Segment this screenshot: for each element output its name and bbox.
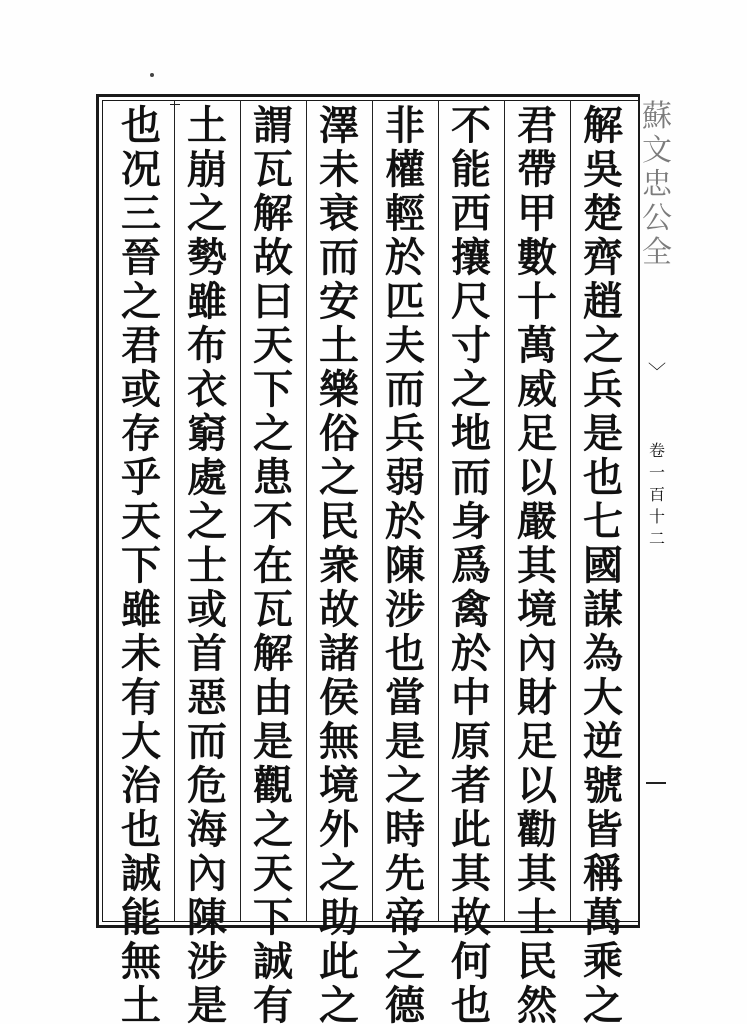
column-rule	[240, 100, 241, 922]
character: 之	[583, 982, 623, 1029]
character: 先	[385, 850, 425, 897]
character: 故	[319, 586, 359, 633]
column-rule	[306, 100, 307, 922]
character: 在	[253, 542, 293, 589]
character: 寸	[451, 322, 491, 369]
character: 或	[187, 586, 227, 633]
character: 土	[121, 982, 161, 1029]
character: 窮	[187, 410, 227, 457]
character: 澤	[319, 102, 359, 149]
character: 民	[319, 498, 359, 545]
character: 之	[319, 454, 359, 501]
character: 內	[517, 630, 557, 677]
character: 陳	[385, 542, 425, 589]
spine-title-character: 蘇	[642, 99, 672, 134]
spine-volume-label	[644, 440, 670, 550]
character: 崩	[187, 146, 227, 193]
character: 逆	[583, 718, 623, 765]
character: 故	[451, 894, 491, 941]
character: 然	[517, 982, 557, 1029]
character: 布	[187, 322, 227, 369]
character: 觀	[253, 762, 293, 809]
character: 時	[385, 806, 425, 853]
character: 輕	[385, 190, 425, 237]
character: 何	[451, 938, 491, 985]
character: 俗	[319, 410, 359, 457]
character: 弱	[385, 454, 425, 501]
character: 故	[253, 234, 293, 281]
character: 足	[517, 718, 557, 765]
character: 有	[121, 674, 161, 721]
character: 能	[121, 894, 161, 941]
column-rule	[570, 100, 571, 922]
character: 其	[451, 850, 491, 897]
character: 以	[517, 454, 557, 501]
character: 衆	[319, 542, 359, 589]
character: 勢	[187, 234, 227, 281]
character: 外	[319, 806, 359, 853]
character: 雖	[121, 586, 161, 633]
character: 德	[385, 982, 425, 1029]
character: 於	[385, 498, 425, 545]
character: 君	[121, 322, 161, 369]
text-column-7	[177, 102, 237, 1029]
spine-title-character: 全	[642, 235, 672, 270]
character: 由	[253, 674, 293, 721]
character: 未	[121, 630, 161, 677]
character: 士	[187, 542, 227, 589]
character: 萬	[517, 322, 557, 369]
character: 之	[385, 762, 425, 809]
character: 帶	[517, 146, 557, 193]
character: 涉	[385, 586, 425, 633]
character: 能	[451, 146, 491, 193]
character: 雖	[187, 278, 227, 325]
character: 之	[451, 366, 491, 413]
character: 衣	[187, 366, 227, 413]
character: 患	[253, 454, 293, 501]
character: 無	[121, 938, 161, 985]
character: 不	[253, 498, 293, 545]
character: 土	[187, 102, 227, 149]
character: 之	[319, 850, 359, 897]
character: 天	[121, 498, 161, 545]
character: 侯	[319, 674, 359, 721]
character: 而	[385, 366, 425, 413]
character: 陳	[187, 894, 227, 941]
character: 而	[187, 718, 227, 765]
character: 解	[253, 190, 293, 237]
character: 之	[253, 806, 293, 853]
text-column-2	[507, 102, 567, 1029]
character: 瓦	[253, 146, 293, 193]
character: 之	[187, 498, 227, 545]
character: 樂	[319, 366, 359, 413]
character: 之	[583, 322, 623, 369]
character: 原	[451, 718, 491, 765]
character: 存	[121, 410, 161, 457]
character: 之	[121, 278, 161, 325]
character: 權	[385, 146, 425, 193]
character: 晉	[121, 234, 161, 281]
character: 此	[451, 806, 491, 853]
character: 十	[517, 278, 557, 325]
character: 爲	[451, 542, 491, 589]
character: 而	[319, 234, 359, 281]
character: 是	[385, 718, 425, 765]
column-rule	[174, 100, 175, 922]
text-column-4	[375, 102, 435, 1029]
character: 境	[517, 586, 557, 633]
character: 趙	[583, 278, 623, 325]
spine-fish-tail-mark: ﹀	[648, 362, 666, 383]
character: 匹	[385, 278, 425, 325]
spine-title	[640, 100, 674, 340]
spine-divider-mark	[646, 782, 666, 798]
character: 下	[253, 366, 293, 413]
character: 威	[517, 366, 557, 413]
character: 危	[187, 762, 227, 809]
character: 未	[319, 146, 359, 193]
character: 下	[253, 894, 293, 941]
character: 三	[121, 190, 161, 237]
character: 下	[121, 542, 161, 589]
character: 攘	[451, 234, 491, 281]
character: 帝	[385, 894, 425, 941]
character: 境	[319, 762, 359, 809]
character: 是	[253, 718, 293, 765]
character: 甲	[517, 190, 557, 237]
character: 皆	[583, 806, 623, 853]
character: 而	[451, 454, 491, 501]
character: 涉	[187, 938, 227, 985]
text-column-3	[441, 102, 501, 1029]
character: 解	[253, 630, 293, 677]
character: 數	[517, 234, 557, 281]
character: 此	[319, 938, 359, 985]
character: 稱	[583, 850, 623, 897]
character: 於	[451, 630, 491, 677]
character: 號	[583, 762, 623, 809]
character: 非	[385, 102, 425, 149]
character: 况	[121, 146, 161, 193]
character: 之	[187, 190, 227, 237]
column-rule	[438, 100, 439, 922]
spine-volume-character: 二	[648, 529, 665, 548]
character: 之	[385, 938, 425, 985]
character: 以	[517, 762, 557, 809]
column-rule	[504, 100, 505, 922]
character: 也	[121, 806, 161, 853]
character: 助	[319, 894, 359, 941]
character: 乎	[121, 454, 161, 501]
character: 勸	[517, 806, 557, 853]
character: 衰	[319, 190, 359, 237]
character: 大	[121, 718, 161, 765]
text-column-1	[573, 102, 633, 1029]
character: 七	[583, 498, 623, 545]
character: 士	[517, 894, 557, 941]
character: 大	[583, 674, 623, 721]
character: 謀	[583, 586, 623, 633]
character: 解	[583, 102, 623, 149]
character: 也	[451, 982, 491, 1029]
ink-dot	[150, 73, 154, 77]
character: 民	[517, 938, 557, 985]
character: 首	[187, 630, 227, 677]
text-column-8	[111, 102, 171, 1029]
character: 瓦	[253, 586, 293, 633]
character: 其	[517, 542, 557, 589]
character: 西	[451, 190, 491, 237]
character: 於	[385, 234, 425, 281]
character: 諸	[319, 630, 359, 677]
spine-title-character: 忠	[642, 167, 672, 202]
character: 處	[187, 454, 227, 501]
spine-volume-character: 百	[648, 485, 665, 504]
character: 是	[187, 982, 227, 1029]
character: 無	[319, 718, 359, 765]
character: 兵	[583, 366, 623, 413]
character: 嚴	[517, 498, 557, 545]
character: 之	[319, 982, 359, 1029]
character: 國	[583, 542, 623, 589]
character: 不	[451, 102, 491, 149]
character: 是	[583, 410, 623, 457]
character: 中	[451, 674, 491, 721]
character: 也	[583, 454, 623, 501]
spine-title-character: 公	[642, 201, 672, 236]
character: 海	[187, 806, 227, 853]
text-column-5	[309, 102, 369, 1029]
character: 天	[253, 850, 293, 897]
spine-title-character: 文	[642, 133, 672, 168]
column-rule	[372, 100, 373, 922]
character: 吳	[583, 146, 623, 193]
character: 尺	[451, 278, 491, 325]
character: 萬	[583, 894, 623, 941]
character: 財	[517, 674, 557, 721]
character: 身	[451, 498, 491, 545]
character: 曰	[253, 278, 293, 325]
character: 治	[121, 762, 161, 809]
character: 足	[517, 410, 557, 457]
character: 兵	[385, 410, 425, 457]
character: 天	[253, 322, 293, 369]
character: 地	[451, 410, 491, 457]
character: 也	[121, 102, 161, 149]
character: 謂	[253, 102, 293, 149]
character: 誠	[253, 938, 293, 985]
character: 也	[385, 630, 425, 677]
character: 惡	[187, 674, 227, 721]
character: 土	[319, 322, 359, 369]
character: 或	[121, 366, 161, 413]
spine-volume-character: 一	[648, 463, 665, 482]
character: 者	[451, 762, 491, 809]
character: 內	[187, 850, 227, 897]
character: 乘	[583, 938, 623, 985]
character: 夫	[385, 322, 425, 369]
character: 楚	[583, 190, 623, 237]
character: 安	[319, 278, 359, 325]
character: 誠	[121, 850, 161, 897]
text-column-6	[243, 102, 303, 1029]
character: 為	[583, 630, 623, 677]
character: 當	[385, 674, 425, 721]
spine-volume-character: 十	[648, 507, 665, 526]
character: 其	[517, 850, 557, 897]
character: 禽	[451, 586, 491, 633]
spine-volume-character: 卷	[648, 441, 665, 460]
character: 之	[253, 410, 293, 457]
character: 君	[517, 102, 557, 149]
character: 齊	[583, 234, 623, 281]
character: 有	[253, 982, 293, 1029]
